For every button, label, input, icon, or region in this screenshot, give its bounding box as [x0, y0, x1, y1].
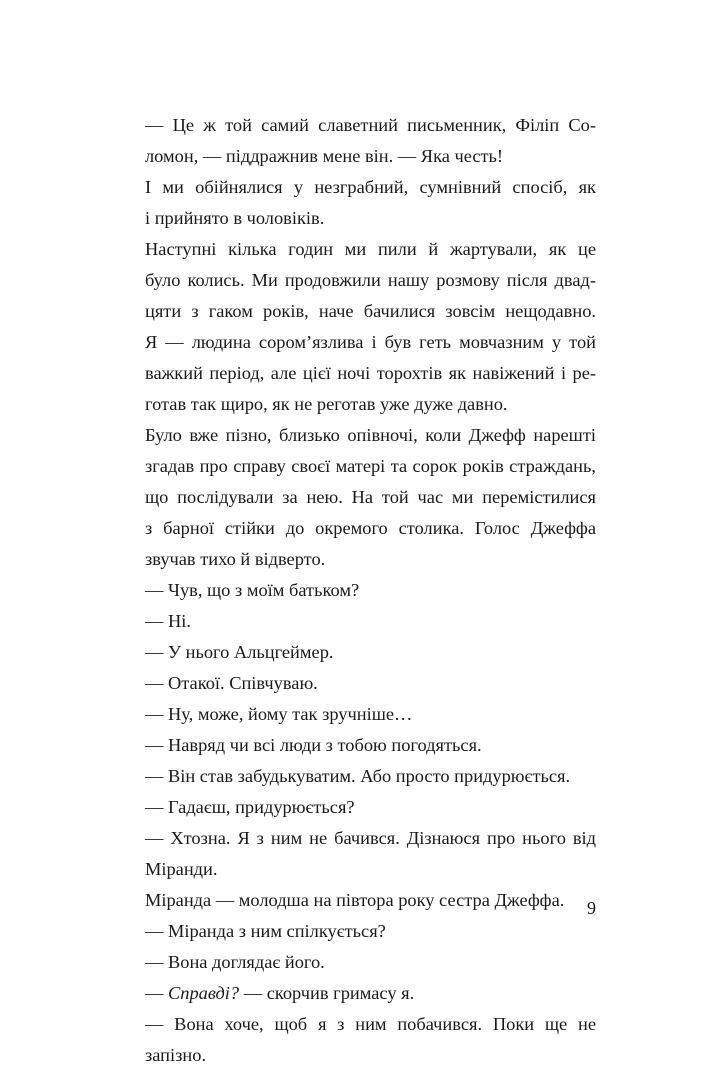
text-line: — Навряд чи всі люди з тобою погодяться.: [145, 735, 482, 755]
text-remainder: — скорчив гримасу я.: [243, 983, 415, 1003]
text-line: — Хтозна. Я з ним не бачився. Дізнаюся про нього від: [145, 828, 596, 848]
dialogue-line: [121, 792, 596, 823]
text-line: — Вона хоче, щоб я з ним побачився. Поки ще не: [145, 1014, 596, 1034]
text-line: Наступні кілька годин ми пили й жартували, як це: [145, 239, 596, 259]
dialogue-line: [121, 730, 596, 761]
body-text: [121, 110, 596, 1071]
text-line: — Це ж той самий славетний письменник, Філіп Со-: [145, 115, 596, 135]
paragraph: [121, 234, 596, 420]
dialogue-line: [121, 761, 596, 792]
text-line: цяти з гаком років, наче бачилися зовсім нещодавно.: [145, 301, 596, 321]
text-line: готав так щиро, як не реготав уже дуже давно.: [145, 394, 508, 414]
italic-phrase: Справді?: [168, 983, 240, 1003]
text-line: — Він став забудькуватим. Або просто придурюється.: [145, 766, 571, 786]
text-line: — Отакої. Співчуваю.: [145, 673, 318, 693]
text-line: важкий період, але цієї ночі торохтів як навіжений і ре-: [145, 363, 596, 383]
text-line: і прийнято в чоловіків.: [145, 208, 325, 228]
text-line: — У нього Альцгеймер.: [145, 642, 334, 662]
text-line: було колись. Ми продовжили нашу розмову після двад-: [145, 270, 596, 290]
dialogue-line: [121, 916, 596, 947]
text-line: Міранда — молодша на півтора року сестра Джеффа.: [145, 890, 565, 910]
text-line: — Вона доглядає його.: [145, 952, 325, 972]
dialogue-line: [121, 668, 596, 699]
dialogue-line: [121, 1009, 596, 1071]
text-line: [121, 978, 596, 1009]
text-line: — Міранда з ним спілкується?: [145, 921, 386, 941]
text-line: — Ні.: [145, 611, 191, 631]
text-line: згадав про справу своєї матері та сорок років страждань,: [145, 456, 596, 476]
text-line: — Чув, що з моїм батьком?: [145, 580, 360, 600]
text-line: Я — людина сором’язлива і був геть мовчазним у той: [145, 332, 596, 352]
paragraph: [121, 110, 596, 172]
text-line: з барної стійки до окремого столика. Голос Джеффа: [145, 518, 596, 538]
dialogue-line: [121, 575, 596, 606]
dialogue-line: [121, 978, 596, 1009]
page-number: 9: [587, 898, 596, 918]
text-line: Міранди.: [145, 859, 218, 879]
text-line: — Ну, може, йому так зручніше…: [145, 704, 413, 724]
dialogue-line: [121, 606, 596, 637]
paragraph: [121, 420, 596, 575]
dialogue-line: [121, 823, 596, 885]
dialogue-line: [121, 947, 596, 978]
dialogue-line: [121, 637, 596, 668]
text-line: звучав тихо й відверто.: [145, 549, 326, 569]
text-line: ломон, — піддражнив мене він. — Яка честь!: [145, 146, 504, 166]
text-line: — Гадаєш, придурюється?: [145, 797, 355, 817]
dash: —: [145, 983, 168, 1003]
paragraph: [121, 172, 596, 234]
text-line: І ми обійнялися у незграбний, сумнівний спосіб, як: [145, 177, 596, 197]
paragraph: [121, 885, 596, 916]
dialogue-line: [121, 699, 596, 730]
text-line: запізно.: [145, 1045, 207, 1065]
text-line: що послідували за нею. На той час ми перемістилися: [145, 487, 596, 507]
text-line: Було вже пізно, близько опівночі, коли Джефф нарешті: [145, 425, 596, 445]
